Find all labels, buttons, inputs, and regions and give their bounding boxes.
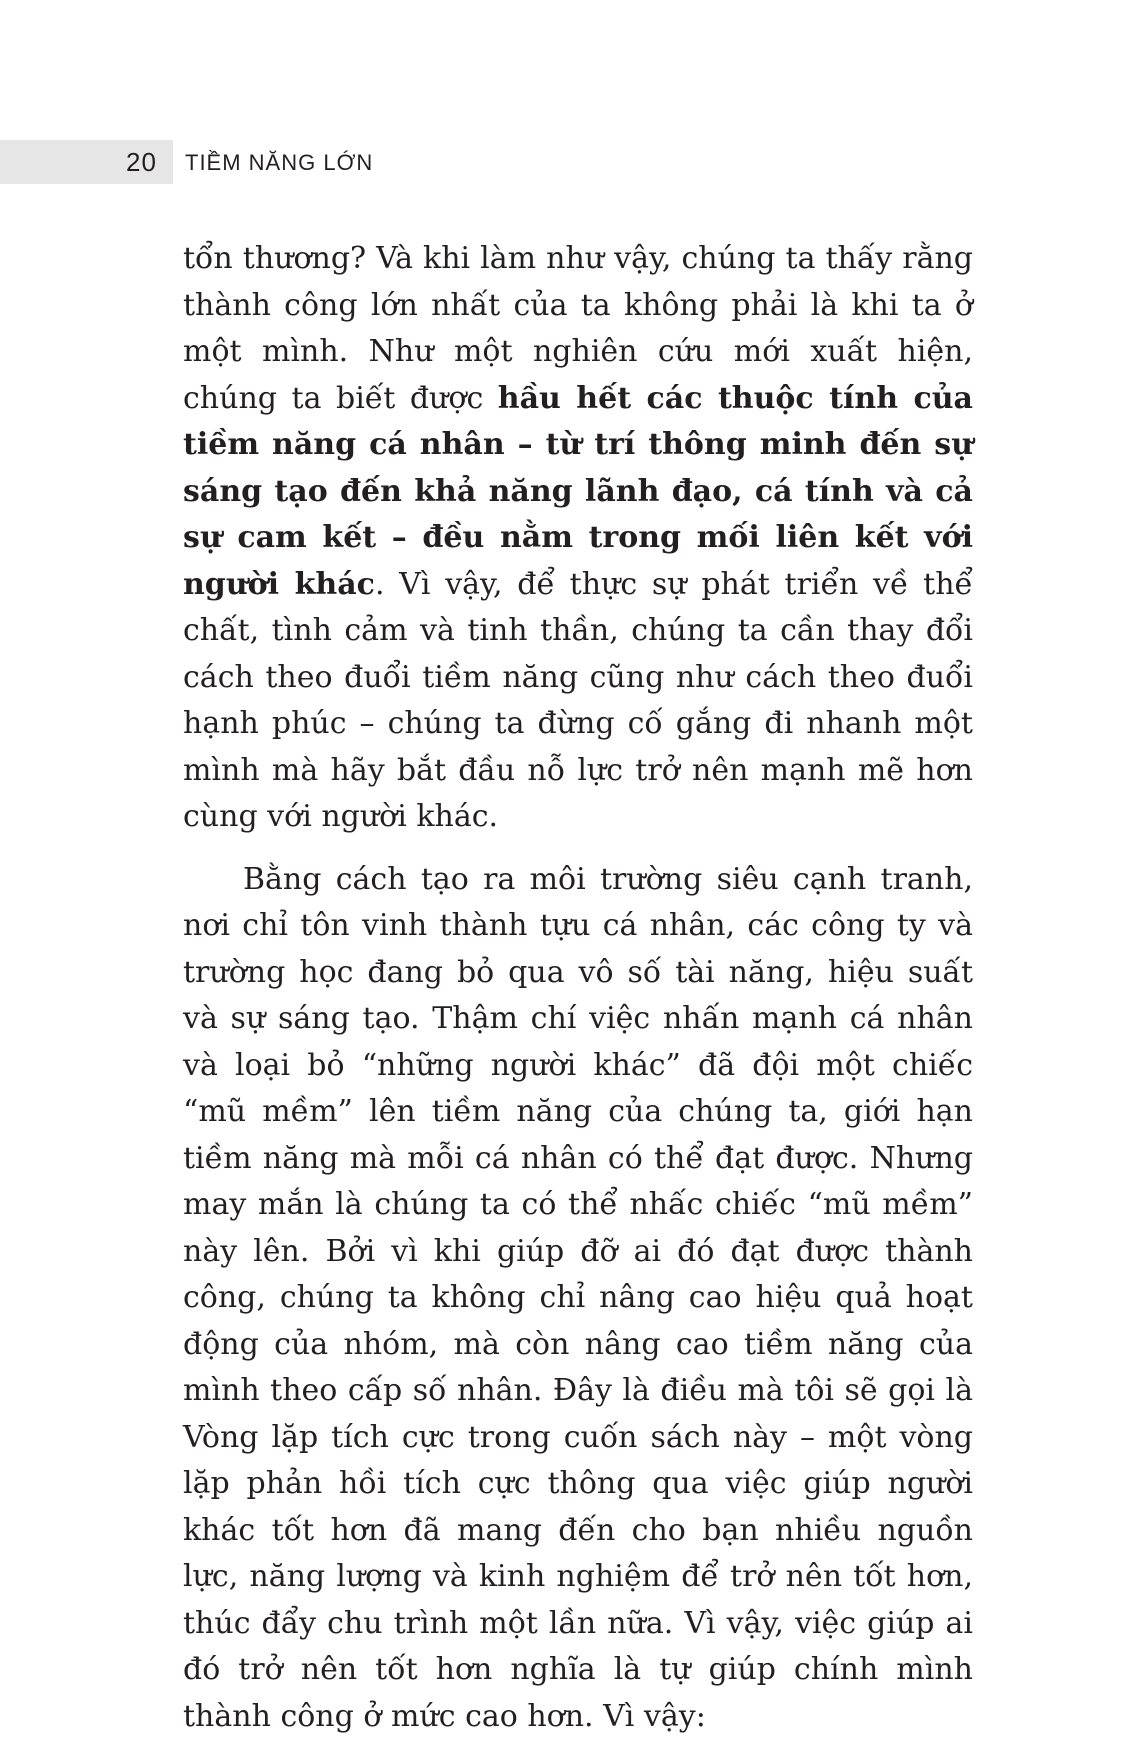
paragraph-1-emphasis: hầu hết các thuộc tính của tiềm năng cá nhân – từ trí thông minh đến sự sáng tạo đến khả năng lãnh đạo, cá tính và cả sự cam kết – đều nằm trong mối liên kết với người khác xyxy=(183,381,973,602)
running-header xyxy=(0,140,700,184)
paragraph-1 xyxy=(183,236,973,841)
page-number: 20 xyxy=(126,148,157,176)
book-title: TIỀM NĂNG LỚN xyxy=(185,150,373,176)
paragraph-1-tail: . Vì vậy, để thực sự phát triển về thể chất, tình cảm và tinh thần, chúng ta cần thay đổi cách theo đuổi tiềm năng cũng như cách theo đuổi hạnh phúc – chúng ta đừng cố gắng đi nhanh một mình mà hãy bắt đầu nỗ lực trở nên mạnh mẽ hơn cùng với người khác. xyxy=(183,567,973,835)
body-text xyxy=(183,236,973,1740)
paragraph-1-lead: tổn thương? Và khi làm như vậy, chúng ta thấy rằng thành công lớn nhất của ta không phải là khi ta ở một mình. Như một nghiên cứu mới xuất hiện, chúng ta biết được xyxy=(183,241,973,416)
paragraph-2: Bằng cách tạo ra môi trường siêu cạnh tranh, nơi chỉ tôn vinh thành tựu cá nhân, các công ty và trường học đang bỏ qua vô số tài năng, hiệu suất và sự sáng tạo. Thậm chí việc nhấn mạnh cá nhân và loại bỏ “những người khác” đã đội một chiếc “mũ mềm” lên tiềm năng của chúng ta, giới hạn tiềm năng mà mỗi cá nhân có thể đạt được. Nhưng may mắn là chúng ta có thể nhấc chiếc “mũ mềm” này lên. Bởi vì khi giúp đỡ ai đó đạt được thành công, chúng ta không chỉ nâng cao hiệu quả hoạt động của nhóm, mà còn nâng cao tiềm năng của mình theo cấp số nhân. Đây là điều mà tôi sẽ gọi là Vòng lặp tích cực trong cuốn sách này – một vòng lặp phản hồi tích cực thông qua việc giúp người khác tốt hơn đã mang đến cho bạn nhiều nguồn lực, năng lượng và kinh nghiệm để trở nên tốt hơn, thúc đẩy chu trình một lần nữa. Vì vậy, việc giúp ai đó trở nên tốt hơn nghĩa là tự giúp chính mình thành công ở mức cao hơn. Vì vậy: xyxy=(183,857,973,1740)
